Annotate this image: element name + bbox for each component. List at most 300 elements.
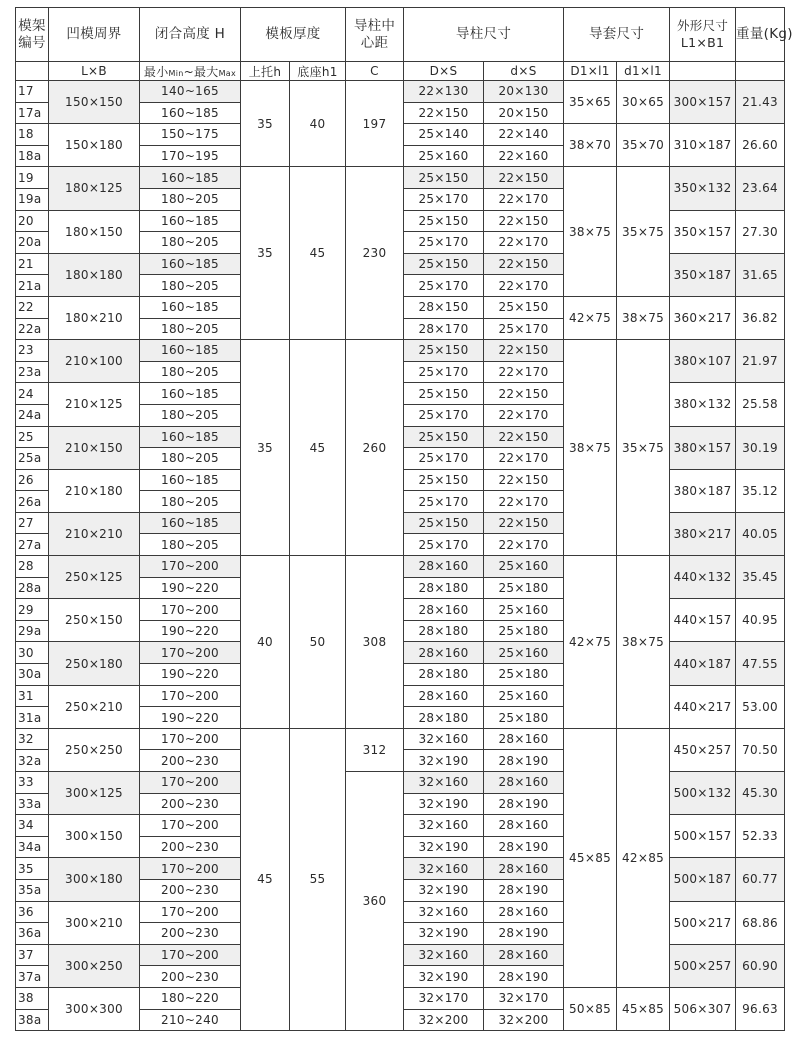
pillar-big: 28×180: [404, 577, 484, 599]
closing-height: 180~205: [140, 275, 241, 297]
pillar-small: 22×170: [484, 491, 564, 513]
closing-height: 200~230: [140, 836, 241, 858]
base-thickness: 50: [290, 556, 346, 729]
model-id: 20a: [16, 232, 49, 254]
pillar-big: 25×150: [404, 469, 484, 491]
weight: 60.90: [736, 944, 785, 987]
model-id: 31: [16, 685, 49, 707]
subheader-dd1l1: d1×l1: [617, 62, 670, 81]
weight: 96.63: [736, 987, 785, 1030]
closing-height: 170~200: [140, 556, 241, 578]
cavity-size: 250×250: [49, 728, 140, 771]
pillar-big: 25×170: [404, 448, 484, 470]
closing-height: 170~200: [140, 642, 241, 664]
closing-height: 190~220: [140, 577, 241, 599]
closing-height: 160~185: [140, 426, 241, 448]
model-id: 35: [16, 858, 49, 880]
model-id: 24: [16, 383, 49, 405]
weight: 35.12: [736, 469, 785, 512]
table-row: [16, 81, 785, 103]
subheader-lxb: L×B: [49, 62, 140, 81]
weight: 68.86: [736, 901, 785, 944]
pillar-big: 32×190: [404, 879, 484, 901]
model-id: 36a: [16, 923, 49, 945]
subheader-dxs-big: D×S: [404, 62, 484, 81]
outer-size: 450×257: [670, 728, 736, 771]
model-id: 31a: [16, 707, 49, 729]
outer-size: 380×187: [670, 469, 736, 512]
model-id: 33a: [16, 793, 49, 815]
table-row: [16, 340, 785, 362]
header-thickness: 模板厚度: [241, 8, 346, 62]
pillar-small: 22×170: [484, 534, 564, 556]
model-id: 37: [16, 944, 49, 966]
model-id: 17: [16, 81, 49, 103]
pillar-big: 32×160: [404, 815, 484, 837]
pillar-small: 25×180: [484, 707, 564, 729]
closing-height: 170~200: [140, 815, 241, 837]
outer-size: 380×132: [670, 383, 736, 426]
cavity-size: 180×210: [49, 296, 140, 339]
closing-height: 170~200: [140, 944, 241, 966]
model-id: 28: [16, 556, 49, 578]
closing-height: 190~220: [140, 707, 241, 729]
base-thickness: 45: [290, 167, 346, 340]
center-distance: 197: [346, 81, 404, 167]
pillar-big: 28×180: [404, 707, 484, 729]
pillar-small: 22×150: [484, 210, 564, 232]
bushing-small: 45×85: [617, 987, 670, 1030]
closing-height: 170~200: [140, 599, 241, 621]
model-id: 28a: [16, 577, 49, 599]
outer-size: 380×217: [670, 512, 736, 555]
outer-size: 440×217: [670, 685, 736, 728]
pillar-big: 25×150: [404, 426, 484, 448]
center-distance: 360: [346, 772, 404, 1031]
closing-height: 200~230: [140, 793, 241, 815]
closing-height: 170~200: [140, 728, 241, 750]
pillar-small: 28×190: [484, 966, 564, 988]
outer-size: 380×107: [670, 340, 736, 383]
cavity-size: 180×125: [49, 167, 140, 210]
closing-height: 180~205: [140, 188, 241, 210]
pillar-small: 28×160: [484, 858, 564, 880]
cavity-size: 250×125: [49, 556, 140, 599]
weight: 53.00: [736, 685, 785, 728]
closing-height: 160~185: [140, 340, 241, 362]
model-id: 32a: [16, 750, 49, 772]
closing-height: 170~200: [140, 772, 241, 794]
model-id: 24a: [16, 404, 49, 426]
header-model: 模架编号: [16, 8, 49, 62]
cavity-size: 150×180: [49, 124, 140, 167]
pillar-small: 22×170: [484, 188, 564, 210]
bushing-big: 38×70: [564, 124, 617, 167]
model-id: 22: [16, 296, 49, 318]
closing-height: 180~205: [140, 534, 241, 556]
subheader-row: [16, 62, 785, 81]
pillar-small: 22×150: [484, 426, 564, 448]
model-id: 23a: [16, 361, 49, 383]
pillar-small: 28×190: [484, 923, 564, 945]
pillar-small: 22×170: [484, 361, 564, 383]
weight: 25.58: [736, 383, 785, 426]
pillar-big: 32×190: [404, 836, 484, 858]
pillar-small: 22×170: [484, 275, 564, 297]
model-id: 30a: [16, 664, 49, 686]
pillar-big: 25×150: [404, 383, 484, 405]
model-id: 18a: [16, 145, 49, 167]
closing-height: 170~200: [140, 685, 241, 707]
bushing-small: 38×75: [617, 296, 670, 339]
cavity-size: 210×210: [49, 512, 140, 555]
closing-height: 200~230: [140, 879, 241, 901]
pillar-big: 32×160: [404, 772, 484, 794]
outer-size: 360×217: [670, 296, 736, 339]
pillar-big: 32×190: [404, 793, 484, 815]
center-distance: 308: [346, 556, 404, 729]
bushing-big: 50×85: [564, 987, 617, 1030]
pillar-big: 28×160: [404, 599, 484, 621]
header-center-distance: 导柱中心距: [346, 8, 404, 62]
cavity-size: 250×210: [49, 685, 140, 728]
outer-size: 500×132: [670, 772, 736, 815]
pillar-big: 32×190: [404, 750, 484, 772]
outer-size: 500×157: [670, 815, 736, 858]
cavity-size: 210×100: [49, 340, 140, 383]
pillar-small: 25×170: [484, 318, 564, 340]
bushing-big: 45×85: [564, 728, 617, 987]
model-id: 30: [16, 642, 49, 664]
weight: 40.05: [736, 512, 785, 555]
pillar-small: 20×150: [484, 102, 564, 124]
pillar-big: 32×160: [404, 858, 484, 880]
closing-height: 170~195: [140, 145, 241, 167]
closing-height: 160~185: [140, 253, 241, 275]
pillar-small: 22×170: [484, 448, 564, 470]
closing-height: 160~185: [140, 102, 241, 124]
weight: 70.50: [736, 728, 785, 771]
subheader-upper: 上托h: [241, 62, 290, 81]
pillar-small: 22×150: [484, 383, 564, 405]
pillar-small: 22×150: [484, 340, 564, 362]
pillar-small: 28×160: [484, 944, 564, 966]
outer-size: 440×157: [670, 599, 736, 642]
pillar-small: 22×150: [484, 253, 564, 275]
cavity-size: 180×150: [49, 210, 140, 253]
cavity-size: 150×150: [49, 81, 140, 124]
weight: 45.30: [736, 772, 785, 815]
bushing-small: 35×75: [617, 340, 670, 556]
closing-height: 180~205: [140, 318, 241, 340]
pillar-big: 25×150: [404, 167, 484, 189]
pillar-small: 22×160: [484, 145, 564, 167]
pillar-big: 25×170: [404, 232, 484, 254]
model-id: 26a: [16, 491, 49, 513]
weight: 30.19: [736, 426, 785, 469]
bushing-big: 35×65: [564, 81, 617, 124]
bushing-small: 35×70: [617, 124, 670, 167]
model-id: 26: [16, 469, 49, 491]
model-id: 27a: [16, 534, 49, 556]
pillar-small: 28×160: [484, 901, 564, 923]
model-id: 19a: [16, 188, 49, 210]
outer-size: 500×187: [670, 858, 736, 901]
closing-height: 160~185: [140, 167, 241, 189]
center-distance: 260: [346, 340, 404, 556]
pillar-small: 22×140: [484, 124, 564, 146]
weight: 47.55: [736, 642, 785, 685]
weight: 31.65: [736, 253, 785, 296]
cavity-size: 210×150: [49, 426, 140, 469]
pillar-big: 32×170: [404, 987, 484, 1009]
cavity-size: 210×125: [49, 383, 140, 426]
subheader-d1l1: D1×l1: [564, 62, 617, 81]
closing-height: 150~175: [140, 124, 241, 146]
pillar-big: 25×170: [404, 361, 484, 383]
pillar-small: 25×160: [484, 556, 564, 578]
model-id: 18: [16, 124, 49, 146]
closing-height: 200~230: [140, 966, 241, 988]
cavity-size: 300×180: [49, 858, 140, 901]
cavity-size: 300×210: [49, 901, 140, 944]
closing-height: 180~220: [140, 987, 241, 1009]
weight: 27.30: [736, 210, 785, 253]
model-id: 38: [16, 987, 49, 1009]
closing-height: 160~185: [140, 296, 241, 318]
outer-size: 300×157: [670, 81, 736, 124]
pillar-big: 28×180: [404, 620, 484, 642]
outer-size: 380×157: [670, 426, 736, 469]
subheader-c: C: [346, 62, 404, 81]
model-id: 25a: [16, 448, 49, 470]
outer-size: 440×132: [670, 556, 736, 599]
model-id: 36: [16, 901, 49, 923]
pillar-big: 28×160: [404, 642, 484, 664]
outer-size: 500×217: [670, 901, 736, 944]
model-id: 27: [16, 512, 49, 534]
pillar-small: 25×180: [484, 664, 564, 686]
pillar-big: 25×170: [404, 404, 484, 426]
pillar-small: 25×150: [484, 296, 564, 318]
header-pillar-size: 导柱尺寸: [404, 8, 564, 62]
die-set-spec-table: [15, 7, 793, 1031]
base-thickness: 45: [290, 340, 346, 556]
cavity-size: 210×180: [49, 469, 140, 512]
pillar-small: 22×150: [484, 512, 564, 534]
header-cavity: 凹模周界: [49, 8, 140, 62]
model-id: 29a: [16, 620, 49, 642]
pillar-big: 22×150: [404, 102, 484, 124]
pillar-big: 28×160: [404, 556, 484, 578]
model-id: 34a: [16, 836, 49, 858]
model-id: 19: [16, 167, 49, 189]
bushing-small: 42×85: [617, 728, 670, 987]
cavity-size: 180×180: [49, 253, 140, 296]
pillar-small: 25×180: [484, 620, 564, 642]
model-id: 17a: [16, 102, 49, 124]
model-id: 21a: [16, 275, 49, 297]
bushing-big: 38×75: [564, 340, 617, 556]
pillar-small: 25×180: [484, 577, 564, 599]
pillar-big: 25×170: [404, 491, 484, 513]
model-id: 34: [16, 815, 49, 837]
closing-height: 160~185: [140, 512, 241, 534]
pillar-big: 32×160: [404, 728, 484, 750]
pillar-small: 28×190: [484, 750, 564, 772]
pillar-big: 32×200: [404, 1009, 484, 1031]
closing-height: 190~220: [140, 620, 241, 642]
model-id: 23: [16, 340, 49, 362]
model-id: 22a: [16, 318, 49, 340]
outer-size: 440×187: [670, 642, 736, 685]
closing-height: 160~185: [140, 383, 241, 405]
closing-height: 180~205: [140, 448, 241, 470]
pillar-big: 25×160: [404, 145, 484, 167]
table-row: [16, 556, 785, 578]
closing-height: 190~220: [140, 664, 241, 686]
pillar-big: 28×150: [404, 296, 484, 318]
center-distance: 230: [346, 167, 404, 340]
base-thickness: 55: [290, 728, 346, 1030]
pillar-big: 25×170: [404, 188, 484, 210]
pillar-big: 32×190: [404, 966, 484, 988]
subheader-minmax: 最小Min~最大Max: [140, 62, 241, 81]
pillar-big: 25×170: [404, 534, 484, 556]
pillar-small: 28×160: [484, 815, 564, 837]
model-id: 35a: [16, 879, 49, 901]
pillar-big: 28×180: [404, 664, 484, 686]
pillar-big: 25×150: [404, 253, 484, 275]
model-id: 37a: [16, 966, 49, 988]
model-id: 21: [16, 253, 49, 275]
closing-height: 180~205: [140, 232, 241, 254]
cavity-size: 250×150: [49, 599, 140, 642]
subheader-blank: [16, 62, 49, 81]
pillar-small: 32×170: [484, 987, 564, 1009]
subheader-outer-blank: [670, 62, 736, 81]
subheader-dxs-small: d×S: [484, 62, 564, 81]
closing-height: 160~185: [140, 210, 241, 232]
pillar-small: 25×160: [484, 599, 564, 621]
outer-size: 350×132: [670, 167, 736, 210]
bushing-big: 42×75: [564, 556, 617, 729]
closing-height: 140~165: [140, 81, 241, 103]
closing-height: 210~240: [140, 1009, 241, 1031]
model-id: 29: [16, 599, 49, 621]
pillar-small: 22×170: [484, 232, 564, 254]
spec-table-container: [15, 7, 793, 1031]
closing-height: 180~205: [140, 404, 241, 426]
pillar-big: 25×140: [404, 124, 484, 146]
pillar-small: 28×190: [484, 879, 564, 901]
weight: 23.64: [736, 167, 785, 210]
pillar-small: 28×190: [484, 793, 564, 815]
weight: 21.97: [736, 340, 785, 383]
cavity-size: 300×300: [49, 987, 140, 1030]
closing-height: 180~205: [140, 491, 241, 513]
header-row: [16, 8, 785, 62]
table-row: [16, 728, 785, 750]
weight: 36.82: [736, 296, 785, 339]
closing-height: 200~230: [140, 923, 241, 945]
header-weight: 重量(Kg): [736, 8, 785, 62]
model-id: 20: [16, 210, 49, 232]
header-outer-size: 外形尺寸 L1×B1: [670, 8, 736, 62]
bushing-small: 30×65: [617, 81, 670, 124]
outer-size: 310×187: [670, 124, 736, 167]
pillar-big: 32×160: [404, 901, 484, 923]
bushing-big: 42×75: [564, 296, 617, 339]
weight: 40.95: [736, 599, 785, 642]
bushing-small: 35×75: [617, 167, 670, 297]
weight: 35.45: [736, 556, 785, 599]
model-id: 25: [16, 426, 49, 448]
closing-height: 170~200: [140, 858, 241, 880]
pillar-small: 22×150: [484, 167, 564, 189]
weight: 60.77: [736, 858, 785, 901]
header-bushing-size: 导套尺寸: [564, 8, 670, 62]
pillar-big: 25×150: [404, 210, 484, 232]
model-id: 38a: [16, 1009, 49, 1031]
model-id: 33: [16, 772, 49, 794]
cavity-size: 300×125: [49, 772, 140, 815]
closing-height: 200~230: [140, 750, 241, 772]
cavity-size: 250×180: [49, 642, 140, 685]
upper-thickness: 45: [241, 728, 290, 1030]
pillar-big: 28×170: [404, 318, 484, 340]
pillar-small: 22×170: [484, 404, 564, 426]
pillar-small: 32×200: [484, 1009, 564, 1031]
model-id: 32: [16, 728, 49, 750]
bushing-big: 38×75: [564, 167, 617, 297]
weight: 21.43: [736, 81, 785, 124]
outer-size: 350×157: [670, 210, 736, 253]
base-thickness: 40: [290, 81, 346, 167]
closing-height: 180~205: [140, 361, 241, 383]
pillar-big: 25×150: [404, 340, 484, 362]
header-closing-height: 闭合高度 H: [140, 8, 241, 62]
weight: 52.33: [736, 815, 785, 858]
closing-height: 160~185: [140, 469, 241, 491]
cavity-size: 300×250: [49, 944, 140, 987]
table-row: [16, 167, 785, 189]
table-row: [16, 772, 785, 794]
outer-size: 506×307: [670, 987, 736, 1030]
pillar-small: 25×160: [484, 642, 564, 664]
bushing-small: 38×75: [617, 556, 670, 729]
center-distance: 312: [346, 728, 404, 771]
closing-height: 170~200: [140, 901, 241, 923]
upper-thickness: 35: [241, 340, 290, 556]
pillar-big: 32×160: [404, 944, 484, 966]
pillar-small: 28×160: [484, 772, 564, 794]
outer-size: 500×257: [670, 944, 736, 987]
pillar-small: 28×190: [484, 836, 564, 858]
pillar-big: 28×160: [404, 685, 484, 707]
upper-thickness: 40: [241, 556, 290, 729]
upper-thickness: 35: [241, 81, 290, 167]
pillar-small: 20×130: [484, 81, 564, 103]
upper-thickness: 35: [241, 167, 290, 340]
subheader-base: 底座h1: [290, 62, 346, 81]
pillar-small: 25×160: [484, 685, 564, 707]
weight: 26.60: [736, 124, 785, 167]
pillar-small: 22×150: [484, 469, 564, 491]
outer-size: 350×187: [670, 253, 736, 296]
subheader-weight-blank: [736, 62, 785, 81]
pillar-big: 25×170: [404, 275, 484, 297]
